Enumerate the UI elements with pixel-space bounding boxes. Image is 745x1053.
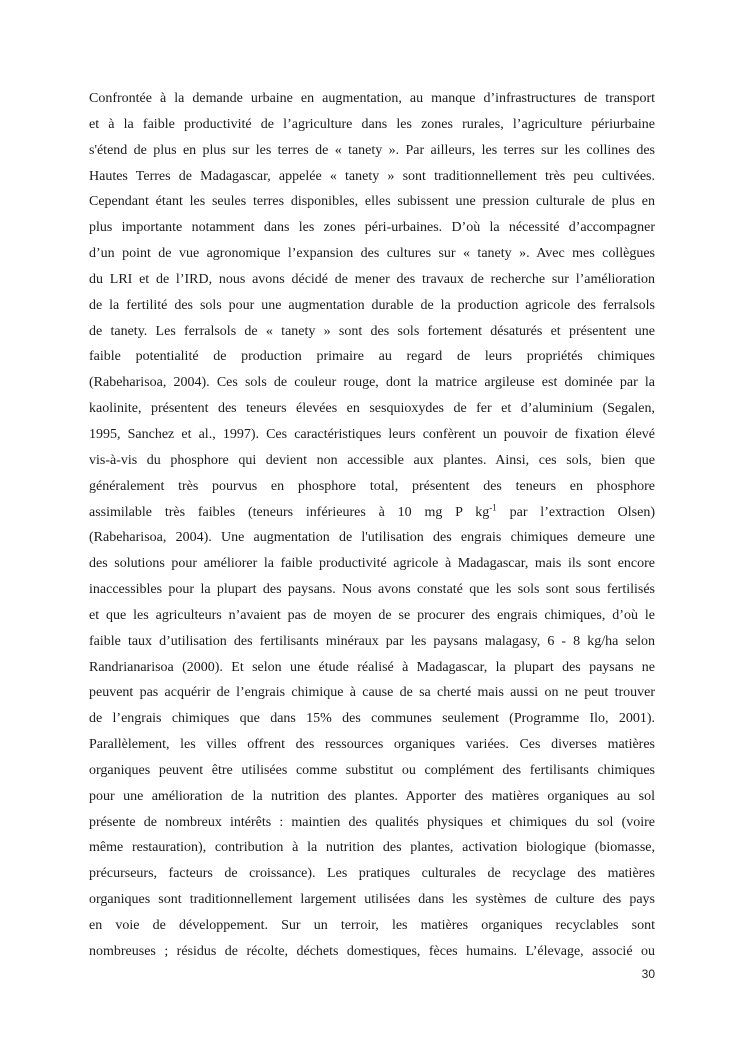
- text-line: Cependant étant les seules terres disponibles, elles subissent une pression culturale de plus en: [89, 194, 655, 210]
- text-line: d’un point de vue agronomique l’expansion des cultures sur « tanety ». Avec mes collègues: [89, 246, 655, 262]
- text-line: inaccessibles pour la plupart des paysans. Nous avons constaté que les sols sont sous fertilisés: [89, 582, 655, 598]
- text-line: [89, 500, 655, 526]
- text-line: nombreuses ; résidus de récolte, déchets domestiques, fèces humains. L’élevage, associé ou: [89, 943, 655, 959]
- text-line: Confrontée à la demande urbaine en augmentation, au manque d’infrastructures de transport: [89, 91, 655, 106]
- text-line: et à la faible productivité de l’agriculture dans les zones rurales, l’agriculture périurbaine: [89, 116, 655, 132]
- text-line: pour une amélioration de la nutrition des plantes. Apporter des matières organiques au sol: [89, 788, 655, 804]
- text-line: en voie de développement. Sur un terroir, les matières organiques recyclables sont: [89, 918, 655, 933]
- text-line: s'étend de plus en plus sur les terres de « tanety ». Par ailleurs, les terres sur les collines des: [89, 142, 655, 158]
- text-line: de tanety. Les ferralsols de « tanety » sont des sols fortement désaturés et présentent une: [89, 323, 655, 339]
- text-line: peuvent pas acquérir de l’engrais chimique à cause de sa cherté mais aussi on ne peut trouver: [89, 685, 655, 701]
- text-line: Randrianarisoa (2000). Et selon une étude réalisé à Madagascar, la plupart des paysans ne: [89, 659, 655, 675]
- text-segment: par l’extraction Olsen): [496, 504, 655, 520]
- text-line: Hautes Terres de Madagascar, appelée « tanety » sont traditionnellement très peu cultivées.: [89, 168, 655, 184]
- text-line: faible taux d’utilisation des fertilisants minéraux par les paysans malagasy, 6 - 8 kg/ha selon: [89, 633, 655, 649]
- text-line: Parallèlement, les villes offrent des ressources organiques variées. Ces diverses matières: [89, 737, 655, 753]
- text-line: présente de nombreux intérêts : maintien des qualités physiques et chimiques du sol (voire: [89, 814, 655, 830]
- text-line: même restauration), contribution à la nutrition des plantes, activation biologique (biomasse,: [89, 840, 655, 856]
- text-line: de l’engrais chimiques que dans 15% des communes seulement (Programme Ilo, 2001).: [89, 711, 655, 727]
- body-text: [89, 86, 655, 965]
- text-line: de la fertilité des sols pour une augmentation durable de la production agricole des ferralsols: [89, 297, 655, 313]
- text-line: et que les agriculteurs n’avaient pas de moyen de se procurer des engrais chimiques, d’où le: [89, 607, 655, 623]
- text-segment: assimilable très faibles (teneurs inférieures à 10 mg P kg: [89, 504, 490, 520]
- text-line: vis-à-vis du phosphore qui devient non accessible aux plantes. Ainsi, ces sols, bien que: [89, 452, 655, 468]
- text-line: généralement très pourvus en phosphore total, présentent des teneurs en phosphore: [89, 478, 655, 494]
- text-line: 1995, Sanchez et al., 1997). Ces caractéristiques leurs confèrent un pouvoir de fixation élevé: [89, 426, 655, 442]
- text-line: (Rabeharisoa, 2004). Une augmentation de l'utilisation des engrais chimiques demeure une: [89, 530, 655, 546]
- text-line: organiques peuvent être utilisées comme substitut ou complément des fertilisants chimiques: [89, 762, 655, 778]
- text-line: des solutions pour améliorer la faible productivité agricole à Madagascar, mais ils sont encore: [89, 556, 655, 572]
- superscript: -1: [489, 501, 497, 512]
- text-line: organiques sont traditionnellement largement utilisées dans les systèmes de culture des pays: [89, 892, 655, 908]
- text-line: précurseurs, facteurs de croissance). Les pratiques culturales de recyclage des matières: [89, 866, 655, 882]
- text-line: plus importante notamment dans les zones péri-urbaines. D’où la nécessité d’accompagner: [89, 220, 655, 236]
- page-number: 30: [641, 967, 655, 981]
- text-line: du LRI et de l’IRD, nous avons décidé de mener des travaux de recherche sur l’amélioration: [89, 271, 655, 287]
- text-line: (Rabeharisoa, 2004). Ces sols de couleur rouge, dont la matrice argileuse est dominée par la: [89, 375, 655, 391]
- text-line: faible potentialité de production primaire au regard de leurs propriétés chimiques: [89, 349, 655, 365]
- text-line: kaolinite, présentent des teneurs élevées en sesquioxydes de fer et d’aluminium (Segalen,: [89, 401, 655, 417]
